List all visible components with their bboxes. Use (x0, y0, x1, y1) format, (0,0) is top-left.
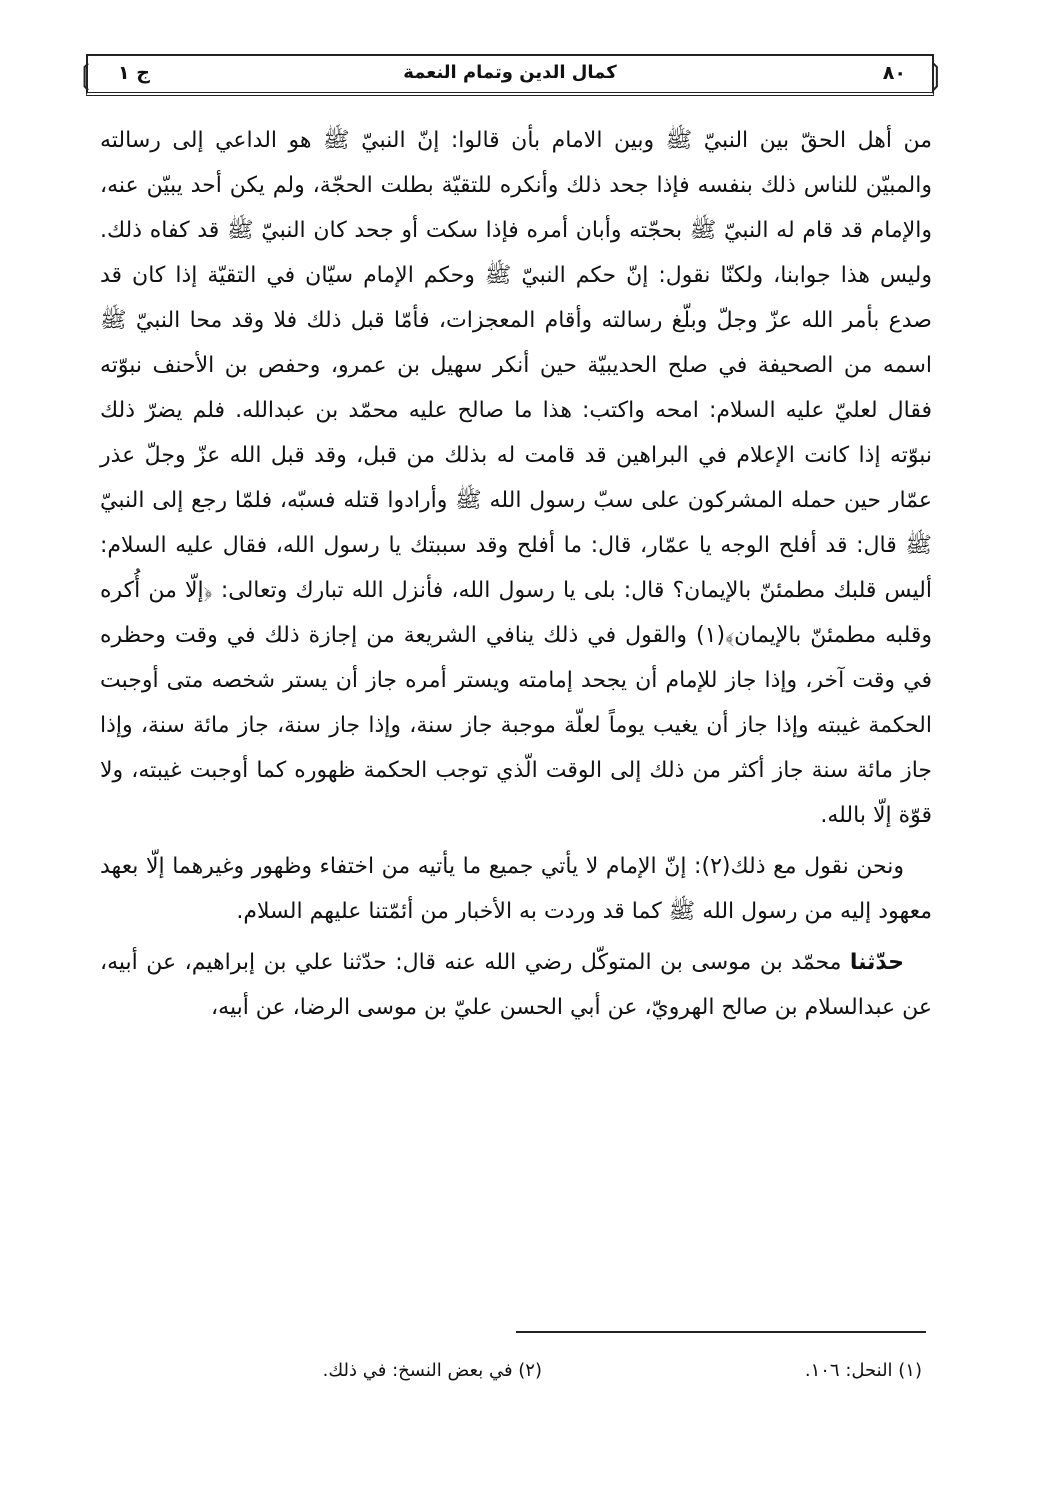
paragraph (100, 940, 932, 1030)
footnote-divider (516, 1331, 926, 1333)
running-title: كمال الدين وتمام النعمة (403, 62, 617, 83)
page-number: ٨٠ (882, 62, 906, 84)
volume-label: ج ١ (118, 62, 150, 84)
footnote-1: (١) النحل: ١٠٦. (804, 1360, 922, 1381)
ornament-right: ❳ (924, 58, 948, 91)
main-text (100, 118, 932, 1030)
paragraph (100, 844, 932, 934)
paragraph-text: ونحن نقول مع ذلك(٢): إنّ الإمام لا يأتي جميع ما يأتيه من اختفاء وظهور وغيرهما إلّا بعهد معهود إليه من رسول الله ﷺ كما قد وردت به الأخبار من أئمّتنا عليهم السلام. (100, 854, 932, 924)
paragraph-text: محمّد بن موسى بن المتوكّل رضي الله عنه قال: حدّثنا علي بن إبراهيم، عن أبيه، عن عبدالسلام بن صالح الهرويّ، عن أبي الحسن عليّ بن موسى الرضا، عن أبيه، (100, 950, 932, 1020)
paragraph (100, 118, 932, 838)
paragraph-lead: حدّثنا (849, 950, 904, 975)
running-header (74, 54, 948, 96)
footnote-2: (٢) في بعض النسخ: في ذلك. (322, 1360, 542, 1381)
paragraph-text: من أهل الحقّ بين النبيّ ﷺ وبين الامام بأن قالوا: إنّ النبيّ ﷺ هو الداعي إلى رسالته والمبيّن للناس ذلك بنفسه فإذا جحد ذلك وأنكره للتقيّة بطلت الحجّة، ولم يكن أحد يبيّن عنه، والإمام قد قام له النبيّ ﷺ بحجّته وأبان أمره فإذا سكت أو جحد كان النبيّ ﷺ قد كفاه ذلك. وليس هذا جوابنا، ولكنّا نقول: إنّ حكم النبيّ ﷺ وحكم الإمام سيّان في التقيّة إذا كان قد صدع بأمر الله عزّ وجلّ وبلّغ رسالته وأقام المعجزات، فأمّا قبل ذلك فلا وقد محا النبيّ ﷺ اسمه من الصحيفة في صلح الحديبيّة حين أنكر سهيل بن عمرو، وحفص بن الأحنف نبوّته فقال لعليّ عليه السلام: امحه واكتب: هذا ما صالح عليه محمّد بن عبدالله. فلم يضرّ ذلك نبوّته إذا كانت الإعلام في البراهين قد قامت له بذلك من قبل، وقد قبل الله عزّ وجلّ عذر عمّار حين حمله المشركون على سبّ رسول الله ﷺ وأرادوا قتله فسبّه، فلمّا رجع إلى النبيّ ﷺ قال: قد أفلح الوجه يا عمّار، قال: ما أفلح وقد سببتك يا رسول الله، فقال عليه السلام: أليس قلبك مطمئنّ بالإيمان؟ قال: بلى يا رسول الله، فأنزل الله تبارك وتعالى: ﴿إلّا من أُكره وقلبه مطمئنّ بالإيمان﴾(١) والقول في ذلك ينافي الشريعة من إجازة ذلك في وقت وحظره في وقت آخر، وإذا جاز للإمام أن يجحد إمامته ويستر أمره جاز أن يستر شخصه متى أوجبت الحكمة غيبته وإذا جاز أن يغيب يوماً لعلّة موجبة جاز سنة، وإذا جاز سنة، جاز مائة سنة، وإذا جاز مائة سنة جاز أكثر من ذلك إلى الوقت الّذي توجب الحكمة ظهوره كما أوجبت غيبته، ولا قوّة إلّا بالله. (100, 128, 933, 828)
ornament-left: ❲ (74, 58, 98, 91)
footnotes (100, 1360, 922, 1400)
